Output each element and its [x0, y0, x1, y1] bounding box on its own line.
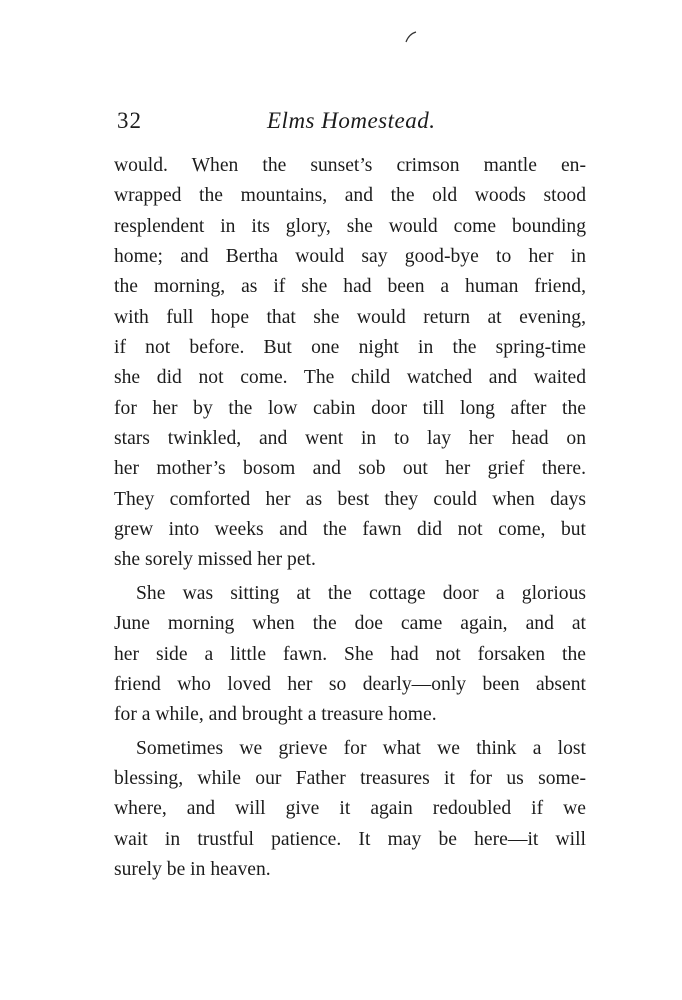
body-text — [114, 151, 586, 885]
page-header — [113, 104, 587, 138]
text-line: if not before. But one night in the spring-time — [114, 337, 586, 359]
text-line: her mother’s bosom and sob out her grief there. — [114, 458, 586, 480]
text-line: grew into weeks and the fawn did not come, but — [114, 519, 586, 541]
text-line: home; and Bertha would say good-bye to her in — [114, 246, 586, 268]
page-number: 32 — [117, 108, 142, 133]
text-line: for her by the low cabin door till long after the — [114, 397, 586, 419]
text-line: She was sitting at the cottage door a glorious — [136, 582, 586, 604]
running-title: Elms Homestead. — [267, 108, 436, 133]
text-line: she sorely missed her pet. — [114, 549, 316, 571]
text-line: They comforted her as best they could when days — [114, 488, 586, 510]
text-line: where, and will give it again redoubled if we — [114, 798, 586, 820]
text-line: resplendent in its glory, she would come bounding — [114, 215, 586, 237]
text-line: the morning, as if she had been a human friend, — [114, 276, 586, 298]
text-line: with full hope that she would return at evening, — [114, 306, 586, 328]
ink-speck — [404, 30, 418, 44]
text-line: wait in trustful patience. It may be here—it will — [114, 828, 586, 850]
text-line: would. When the sunset’s crimson mantle en- — [114, 155, 586, 176]
text-line: blessing, while our Father treasures it for us some- — [114, 767, 586, 789]
text-line: for a while, and brought a treasure home. — [114, 704, 437, 726]
text-line: friend who loved her so dearly—only been absent — [114, 673, 586, 695]
text-line: her side a little fawn. She had not forsaken the — [114, 643, 586, 665]
text-line: wrapped the mountains, and the old woods stood — [114, 185, 586, 207]
text-line: stars twinkled, and went in to lay her head on — [114, 428, 586, 450]
text-line: surely be in heaven. — [114, 858, 271, 880]
text-line: she did not come. The child watched and waited — [114, 367, 586, 389]
text-line: June morning when the doe came again, and at — [114, 613, 586, 635]
text-line: Sometimes we grieve for what we think a lost — [136, 737, 586, 759]
